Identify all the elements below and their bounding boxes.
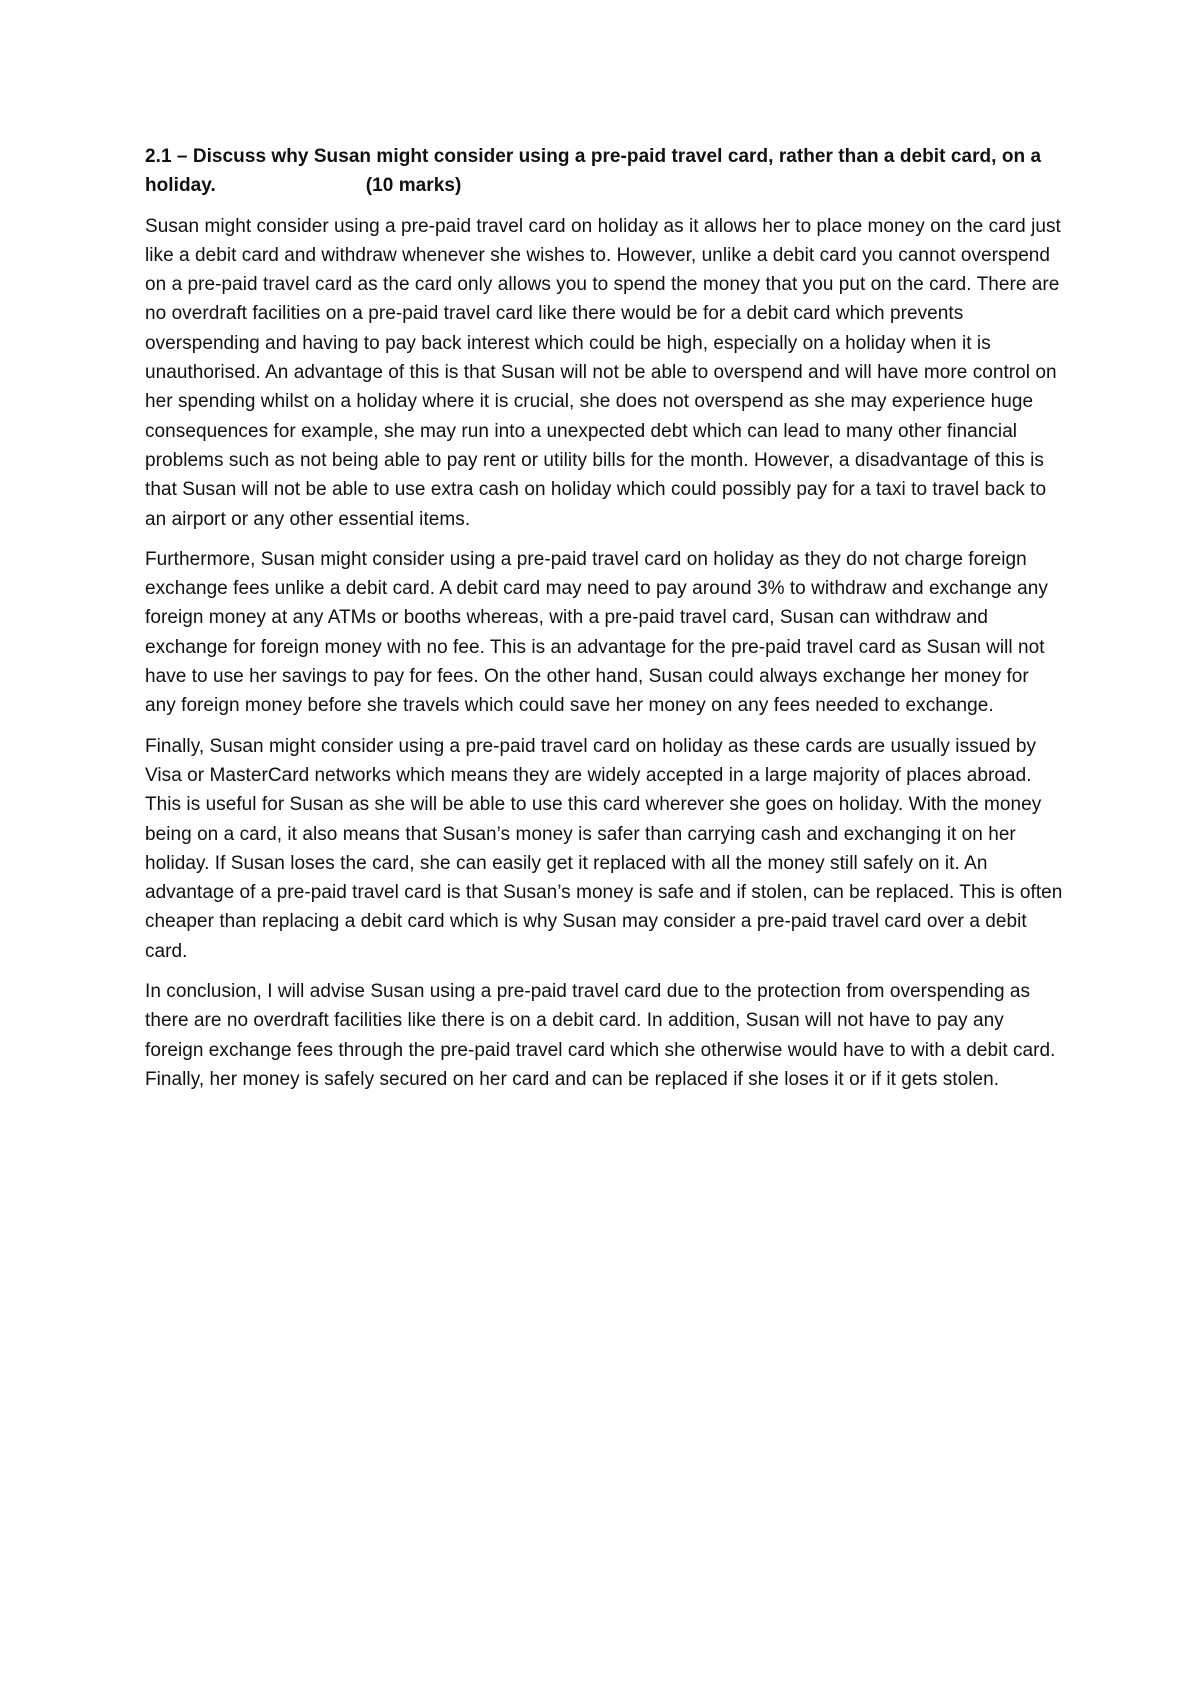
paragraph-exchange-fees: Furthermore, Susan might consider using a pre-paid travel card on holiday as they do not charge foreign exchange fees unlike a debit card. A debit card may need to pay around 3% to withdraw and exchange any foreign money at any ATMs or booths whereas, with a pre-paid travel card, Susan can withdraw and exchange for foreign money with no fee. This is an advantage for the pre-paid travel card as Susan will not have to use her savings to pay for fees. On the other hand, Susan could always exchange her money for any foreign money before she travels which could save her money on any fees needed to exchange. [145, 548, 1048, 717]
paragraph-introduction: Susan might consider using a pre-paid travel card on holiday as it allows her to place money on the card just like a debit card and withdraw whenever she wishes to. However, unlike a debit card you cannot overspend on a pre-paid travel card as the card only allows you to spend the money that you put on the card. There are no overdraft facilities on a pre-paid travel card like there would be for a debit card which prevents overspending and having to pay back interest which could be high, especially on a holiday when it is unauthorised. An advantage of this is that Susan will not be able to overspend and will have more control on her spending whilst on a holiday where it is crucial, she does not overspend as she may experience huge consequences for example, she may run into a unexpected debt which can lead to many other financial problems such as not being able to pay rent or utility bills for the month. However, a disadvantage of this is that Susan will not be able to use extra cash on holiday which could possibly pay for a taxi to travel back to an airport or any other essential items. [145, 215, 1061, 530]
question-heading [145, 142, 1063, 201]
document-body [145, 142, 1063, 1105]
question-marks: (10 marks) [365, 175, 462, 197]
paragraph-acceptance-safety: Finally, Susan might consider using a pre-paid travel card on holiday as these cards are usually issued by Visa or MasterCard networks which means they are widely accepted in a large majority of places abroad. This is useful for Susan as she will be able to use this card wherever she goes on holiday. With the money being on a card, it also means that Susan’s money is safer than carrying cash and exchanging it on her holiday. If Susan loses the card, she can easily get it replaced with all the money still safely on it. An advantage of a pre-paid travel card is that Susan’s money is safe and if stolen, can be replaced. This is often cheaper than replacing a debit card which is why Susan may consider a pre-paid travel card over a debit card. [145, 735, 1063, 962]
question-text: 2.1 – Discuss why Susan might consider using a pre-paid travel card, rather than a debit card, on a holiday. [145, 146, 1042, 197]
paragraph-conclusion: In conclusion, I will advise Susan using a pre-paid travel card due to the protection from overspending as there are no overdraft facilities like there is on a debit card. In addition, Susan will not have to pay any foreign exchange fees through the pre-paid travel card which she otherwise would have to with a debit card. Finally, her money is safely secured on her card and can be replaced if she loses it or if it gets stolen. [145, 981, 1056, 1090]
